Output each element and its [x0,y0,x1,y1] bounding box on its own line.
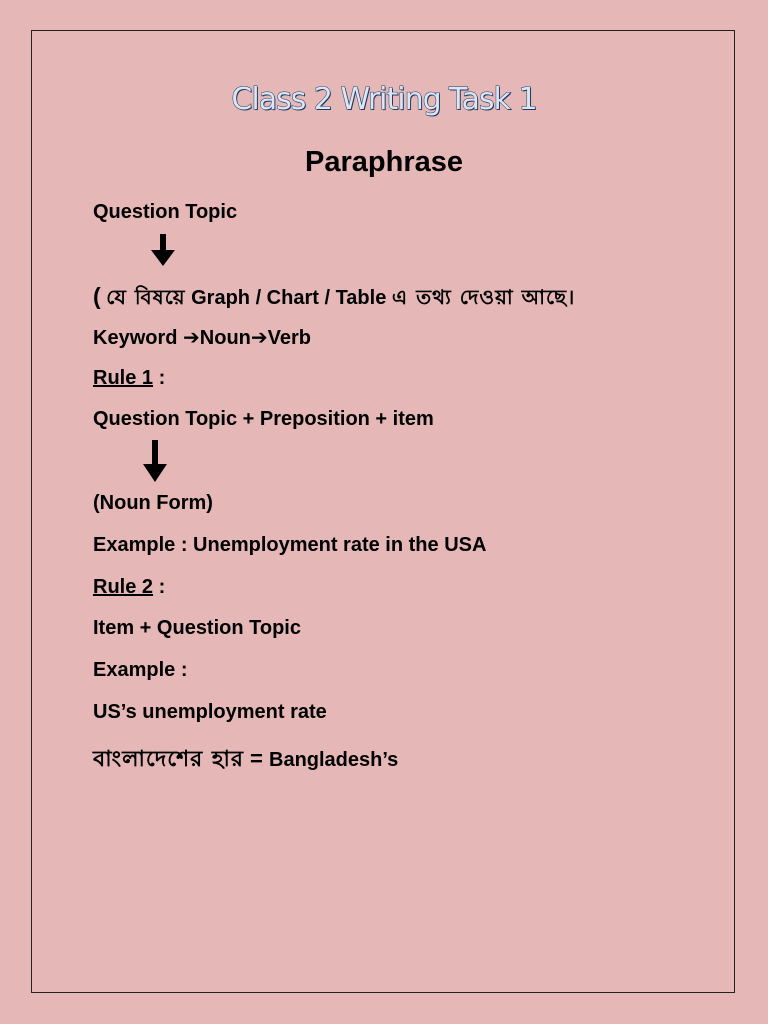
bengali-text-1: যে বিষয়ে [106,285,186,309]
right-arrow-icon: ➔ [250,327,268,349]
example1-text: Example : Unemployment rate in the USA [93,534,487,556]
example2-label: Example : [93,659,188,681]
rule1-heading [93,367,165,390]
down-arrow-icon [142,440,168,482]
page-title: Class 2 Writing Task 1 [231,82,537,117]
rule2-formula: Item + Question Topic [93,617,301,639]
bangladesh-english-text: Bangladesh’s [269,749,399,771]
noun-form-note: (Noun Form) [93,492,213,514]
page-subtitle: Paraphrase [305,146,463,178]
right-arrow-icon: ➔ [183,327,200,349]
noun-text: Noun [199,327,251,349]
bengali-text-2: এ তথ্য দেওয়া আছে। [391,285,576,309]
rule1-label: Rule 1 [93,367,154,389]
open-paren: ( [93,283,101,309]
rule2-label: Rule 2 [93,576,154,598]
graph-chart-table-text: Graph / Chart / Table [191,287,387,309]
keyword-text: Keyword [93,327,184,349]
rule1-formula: Question Topic + Preposition + item [93,408,434,430]
rule2-heading [93,576,165,599]
rule1-colon: : [153,367,166,389]
bengali-bangladesh-text: বাংলাদেশের হার [93,747,244,772]
question-topic-label: Question Topic [93,201,238,223]
down-arrow-icon [150,234,176,266]
keyword-line [93,325,311,350]
bengali-instruction-line [93,283,575,316]
example2-text: US’s unemployment rate [93,701,327,723]
verb-text: Verb [267,327,312,349]
bangladesh-line [93,742,398,779]
equals-sign: = [243,746,269,771]
rule2-colon: : [153,576,166,598]
